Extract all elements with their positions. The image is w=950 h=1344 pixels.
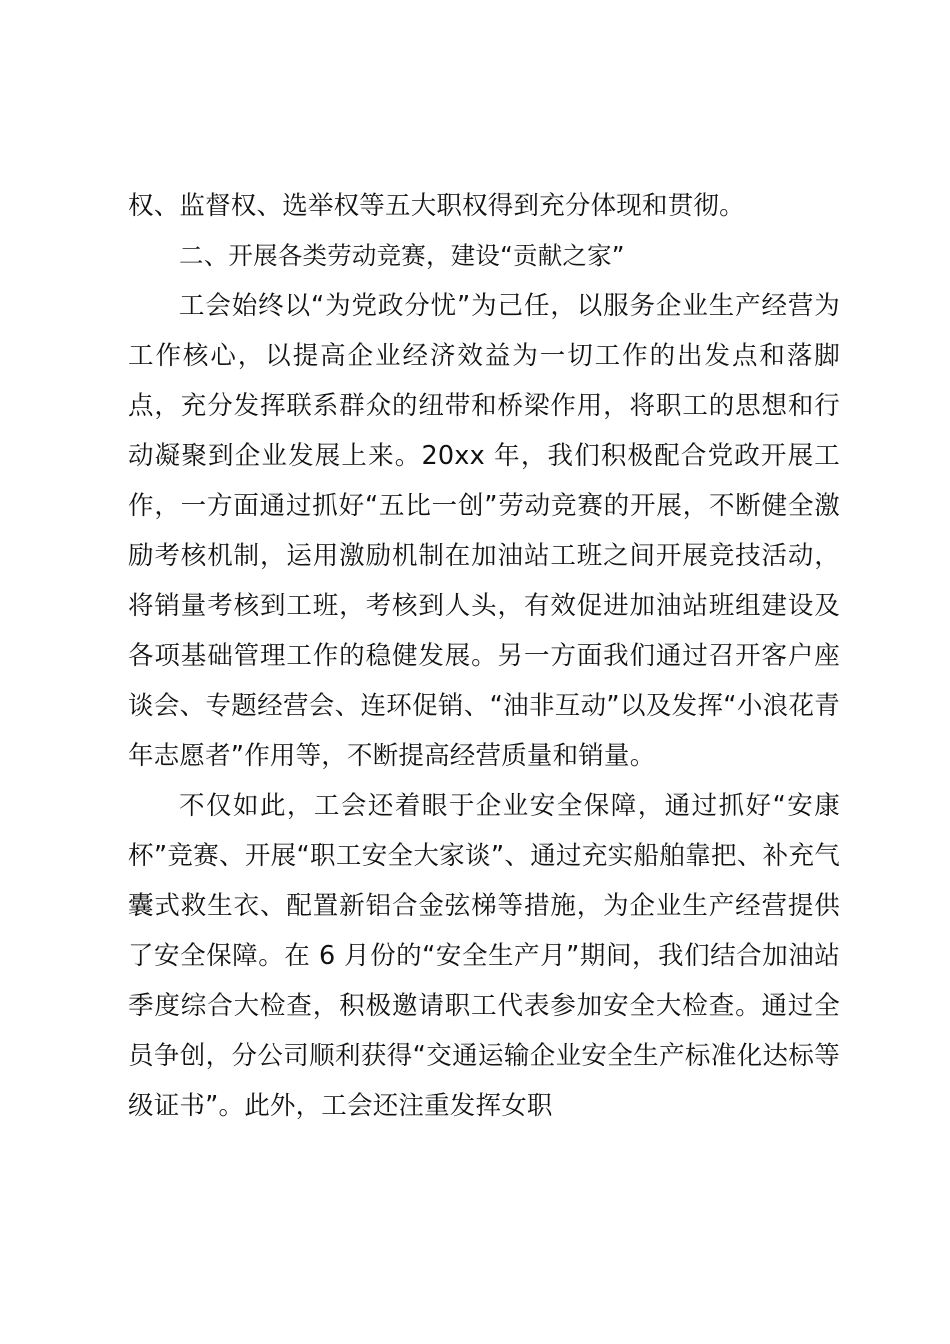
paragraph-safety: 不仅如此，工会还着眼于企业安全保障，通过抓好“安康杯”竞赛、开展“职工安全大家谈”、通过充实船舶靠把、补充气囊式救生衣、配置新铝合金弦梯等措施，为企业生产经营提供了安全保障。在 6 月份的“安全生产月”期间，我们结合加油站季度综合大检查，积极邀请职工代表参加安全大检查。通过全员争创，分公司顺利获得“交通运输企业安全生产标准化达标等级证书”。此外，工会还注重发挥女职 bbox=[128, 791, 840, 1121]
section-heading: 二、开展各类劳动竞赛，建设“贡献之家” bbox=[179, 241, 625, 270]
paragraph-labor-competition: 工会始终以“为党政分忧”为己任，以服务企业生产经营为工作核心，以提高企业经济效益为一切工作的出发点和落脚点，充分发挥联系群众的纽带和桥梁作用，将职工的思想和行动凝聚到企业发展上来。20xx 年，我们积极配合党政开展工作，一方面通过抓好“五比一创”劳动竞赛的开展，不断健全激励考核机制，运用激励机制在加油站工班之间开展竞技活动，将销量考核到工班，考核到人头，有效促进加油站班组建设及各项基础管理工作的稳健发展。另一方面我们通过召开客户座谈会、专题经营会、连环促销、“油非互动”以及发挥“小浪花青年志愿者”作用等，不断提高经营质量和销量。 bbox=[128, 291, 840, 771]
paragraph-continuation: 权、监督权、选举权等五大职权得到充分体现和贯彻。 bbox=[128, 191, 745, 221]
document-body bbox=[128, 181, 840, 1131]
